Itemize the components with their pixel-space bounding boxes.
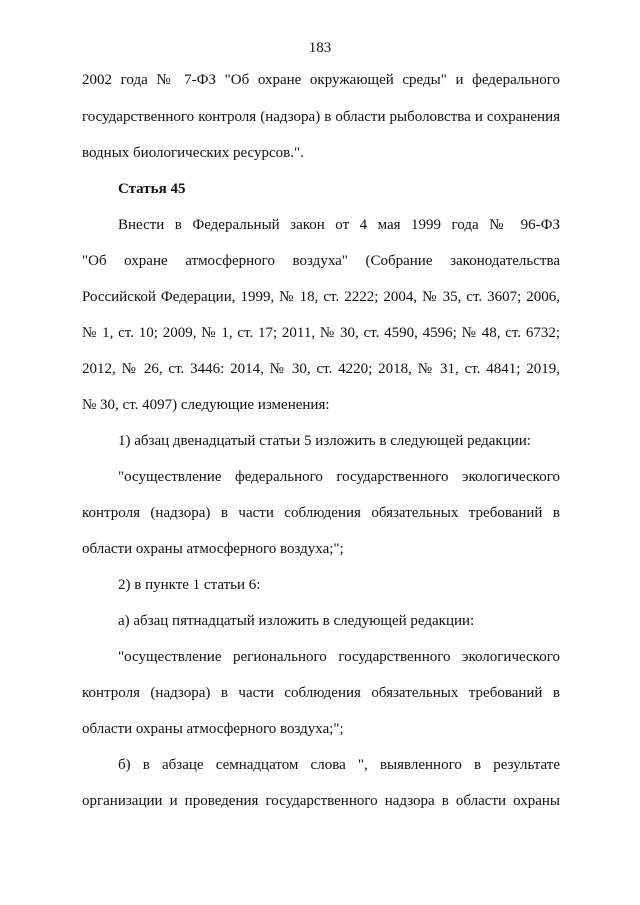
text-line-11: 1) абзац двенадцатый статьи 5 изложить в следующей редакции: <box>118 433 531 449</box>
text-line-13: контроля (надзора) в части соблюдения обязательных требований в <box>82 505 560 521</box>
text-line-9: 2012, № 26, ст. 3446: 2014, № 30, ст. 4220; 2018, № 31, ст. 4841; 2019, <box>82 361 560 377</box>
text-line-2: государственного контроля (надзора) в области рыболовства и сохранения <box>82 109 560 125</box>
text-line-8: № 1, ст. 10; 2009, № 1, ст. 17; 2011, № 30, ст. 4590, 4596; № 48, ст. 6732; <box>82 325 560 341</box>
text-line-5: Внести в Федеральный закон от 4 мая 1999 года № 96-ФЗ <box>118 217 560 233</box>
text-line-10: № 30, ст. 4097) следующие изменения: <box>82 397 330 413</box>
text-line-12: "осуществление федерального государственного экологического <box>118 469 560 485</box>
text-line-14: области охраны атмосферного воздуха;"; <box>82 541 344 557</box>
article-heading: Статья 45 <box>118 181 186 197</box>
text-line-15: 2) в пункте 1 статьи 6: <box>118 577 261 593</box>
text-line-18: контроля (надзора) в части соблюдения обязательных требований в <box>82 685 560 701</box>
page-number: 183 <box>308 40 332 56</box>
text-line-6: "Об охране атмосферного воздуха" (Собрание законодательства <box>82 253 560 269</box>
text-line-19: области охраны атмосферного воздуха;"; <box>82 721 344 737</box>
text-line-1: 2002 года № 7-ФЗ "Об охране окружающей среды" и федерального <box>82 72 560 88</box>
text-line-17: "осуществление регионального государственного экологического <box>118 649 560 665</box>
text-line-21: организации и проведения государственного надзора в области охраны <box>82 793 560 809</box>
text-line-20: б) в абзаце семнадцатом слова ", выявленного в результате <box>118 757 560 773</box>
text-line-16: а) абзац пятнадцатый изложить в следующей редакции: <box>118 613 475 629</box>
text-line-3: водных биологических ресурсов.". <box>82 145 304 161</box>
text-line-7: Российской Федерации, 1999, № 18, ст. 2222; 2004, № 35, ст. 3607; 2006, <box>82 289 560 305</box>
